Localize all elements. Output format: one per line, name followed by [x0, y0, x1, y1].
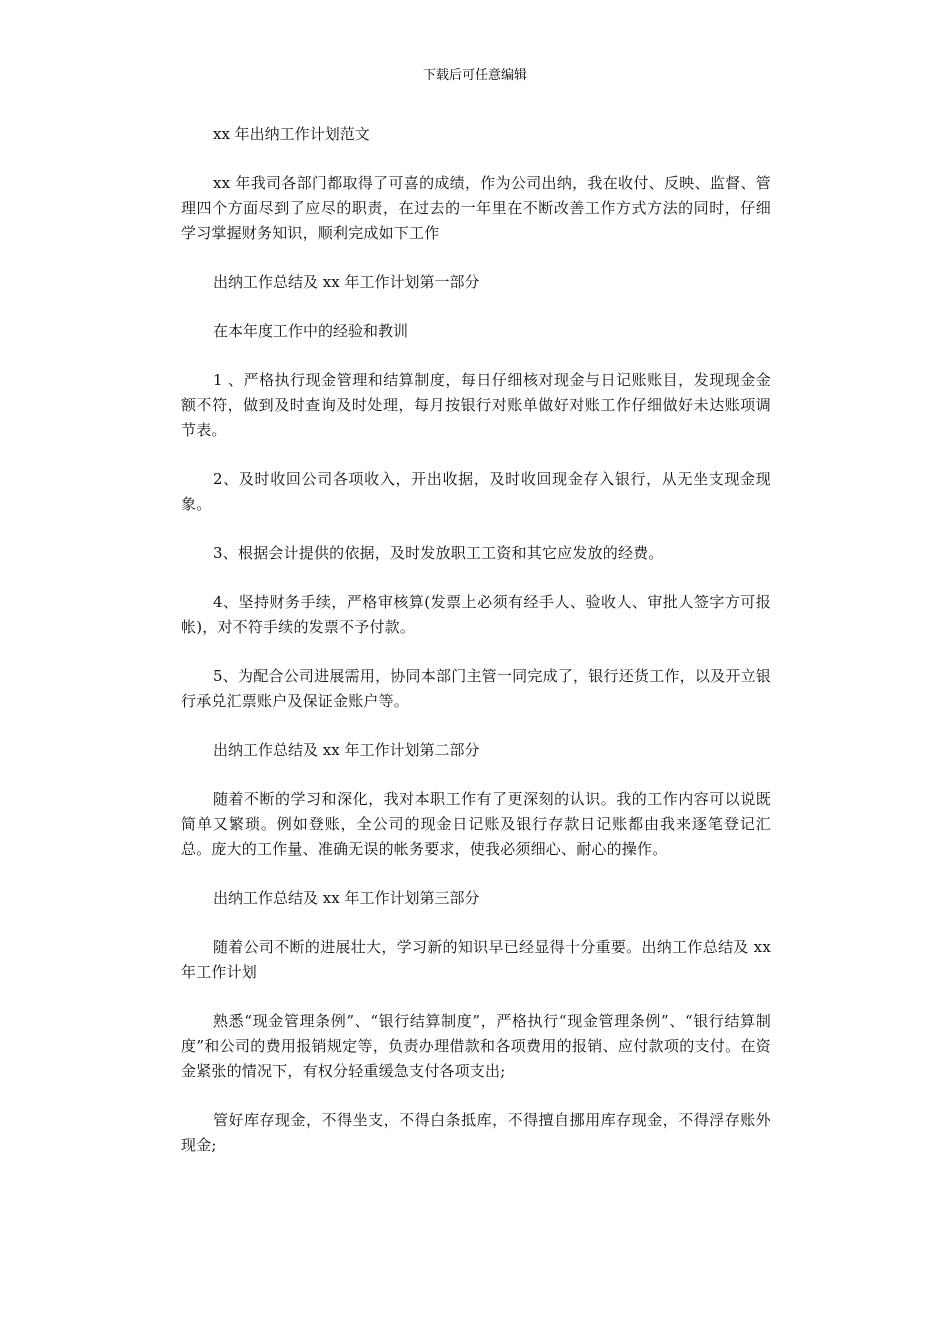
paragraph-item-4: 4、坚持财务手续，严格审核算(发票上必须有经手人、验收人、审批人签字方可报帐)，对不符手续的发票不予付款。 [181, 593, 771, 636]
paragraph-item-2: 2、及时收回公司各项收入，开出收据，及时收回现金存入银行，从无坐支现金现象。 [181, 470, 771, 513]
section-heading-part-two: 出纳工作总结及 xx 年工作计划第二部分 [213, 741, 480, 759]
paragraph-item-3: 3、根据会计提供的依据，及时发放职工工资和其它应发放的经费。 [213, 544, 664, 562]
paragraph-part-three-intro: 随着公司不断的进展壮大，学习新的知识早已经显得十分重要。出纳工作总结及 xx 年工作计划 [181, 938, 771, 981]
document-body [181, 122, 771, 1182]
paragraph-cash-management: 管好库存现金，不得坐支，不得白条抵库，不得擅自挪用库存现金，不得浮存账外现金; [181, 1111, 771, 1154]
section-heading-part-three: 出纳工作总结及 xx 年工作计划第三部分 [213, 889, 480, 907]
document-title: xx 年出纳工作计划范文 [213, 125, 370, 143]
paragraph-regulations: 熟悉“现金管理条例”、“银行结算制度”，严格执行“现金管理条例”、“银行结算制度”和公司的费用报销规定等，负责办理借款和各项费用的报销、应付款项的支付。在资金紧张的情况下，有权分轻重缓急支付各项支出; [181, 1012, 771, 1080]
section-heading-part-one: 出纳工作总结及 xx 年工作计划第一部分 [213, 273, 480, 291]
section-subheading-experience: 在本年度工作中的经验和教训 [213, 322, 409, 340]
paragraph-part-two-body: 随着不断的学习和深化，我对本职工作有了更深刻的认识。我的工作内容可以说既简单又繁琐。例如登账，全公司的现金日记账及银行存款日记账都由我来逐笔登记汇总。庞大的工作量、准确无误的帐务要求，使我必须细心、耐心的操作。 [181, 790, 771, 858]
paragraph-item-5: 5、为配合公司进展需用，协同本部门主管一同完成了，银行还货工作，以及开立银行承兑汇票账户及保证金账户等。 [181, 667, 771, 710]
paragraph-intro: xx 年我司各部门都取得了可喜的成绩，作为公司出纳，我在收付、反映、监督、管理四个方面尽到了应尽的职责，在过去的一年里在不断改善工作方式方法的同时，仔细学习掌握财务知识，顺利完成如下工作 [181, 174, 771, 242]
paragraph-item-1: 1 、严格执行现金管理和结算制度，每日仔细核对现金与日记账账目，发现现金金额不符，做到及时查询及时处理，每月按银行对账单做好对账工作仔细做好未达账项调节表。 [181, 371, 771, 439]
page-header-caption: 下载后可任意编辑 [422, 68, 527, 83]
